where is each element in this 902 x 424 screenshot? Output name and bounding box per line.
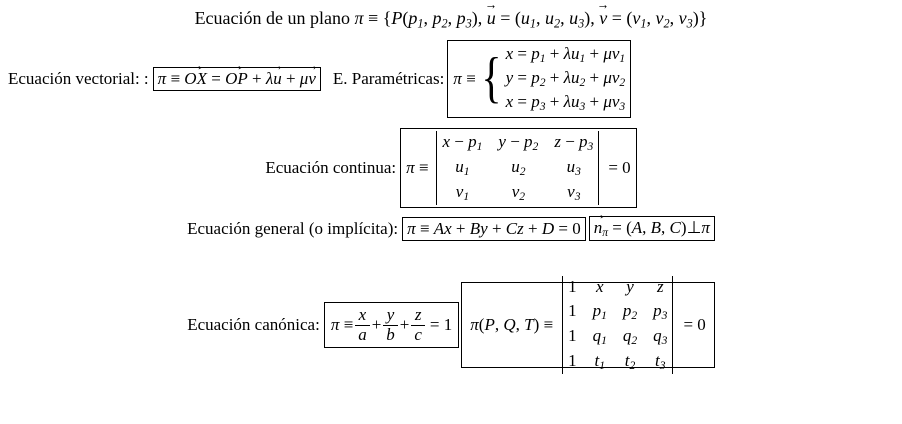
continua-lead: π ≡ <box>406 157 429 177</box>
matrix-cell: $p_3$ <box>653 301 668 323</box>
normal-vector-box <box>589 216 715 241</box>
determinant-left-bar <box>562 276 563 373</box>
matrix-cell: $z - p_3$ <box>554 132 594 154</box>
canonica-result: = 1 <box>429 315 453 334</box>
parametricas-lead: π ≡ <box>453 69 476 89</box>
canonica-lead: π ≡ <box>330 315 354 334</box>
matrix-cell: $u_3$ <box>566 156 581 179</box>
equation-vectorial-box <box>153 67 321 91</box>
fraction-numerator: y <box>386 304 395 324</box>
three-points-result: = 0 <box>683 315 706 334</box>
three-points-lead: π(P, Q, T) ≡ <box>470 315 554 334</box>
matrix-cell: $v_3$ <box>567 181 581 203</box>
label-ecuaciones-parametricas: E. Paramétricas: <box>332 69 445 89</box>
canonica-row <box>0 277 902 373</box>
matrix-cell: $t_3$ <box>655 350 666 373</box>
plane-definition-prefix: Ecuación de un plano <box>194 8 355 28</box>
fraction-denominator: b <box>383 325 398 345</box>
matrix-cell: y <box>626 277 634 297</box>
matrix-cell: x <box>595 277 604 297</box>
label-ecuacion-canonica: Ecuación canónica: <box>187 315 320 334</box>
general-row <box>0 216 902 241</box>
matrix-cell: $q_1$ <box>592 326 607 348</box>
parametrica-row-1: $x = p_1 + \lambda u_1 + \mu v_1$ <box>505 44 626 66</box>
matrix-cell: $x - p_1$ <box>442 132 483 154</box>
normal-vector-text: $n \to_\pi = (A$, B, C)⊥π <box>594 218 710 239</box>
matrix-cell: $q_2$ <box>622 326 638 348</box>
three-points-matrix <box>568 276 667 373</box>
determinant-right-bar <box>672 276 673 373</box>
parametricas-equation-stack <box>506 43 626 115</box>
label-ecuacion-continua: Ecuación continua: <box>265 157 397 177</box>
matrix-cell: $y - p_2$ <box>498 132 539 154</box>
continua-row <box>0 128 902 208</box>
continua-result: = 0 <box>608 157 631 177</box>
matrix-cell: z <box>657 277 664 297</box>
plane-definition-line <box>0 8 902 31</box>
plus-sign-2: + <box>399 315 410 334</box>
equation-vectorial-text: π ≡ OX → = OP → + λu → + μv → <box>158 69 316 89</box>
matrix-cell: 1 <box>568 350 577 370</box>
matrix-cell: $u_1$ <box>455 156 470 179</box>
continua-determinant <box>431 131 604 205</box>
label-ecuacion-vectorial: Ecuación vectorial: : <box>8 69 149 89</box>
matrix-cell: $t_2$ <box>624 350 636 373</box>
matrix-cell: $p_1$ <box>592 301 607 323</box>
fraction-x-a <box>355 306 370 344</box>
parametrica-row-3: $x = p_3 + \lambda u_3 + \mu v_3$ <box>505 92 626 114</box>
label-ecuacion-general: Ecuación general (o implícita): <box>187 218 399 238</box>
plus-sign-1: + <box>371 315 382 334</box>
equation-continua-box <box>400 128 637 208</box>
fraction-denominator: c <box>411 325 425 345</box>
equation-general-text: π ≡ Ax + By + Cz + D = 0 <box>407 218 581 238</box>
parametrica-row-2: $y = p_2 + \lambda u_2 + \mu v_2$ <box>505 68 626 90</box>
matrix-cell: $v_2$ <box>511 181 526 203</box>
matrix-cell: $u_2$ <box>511 156 526 179</box>
determinant-right-bar <box>598 131 599 205</box>
determinant-left-bar <box>436 131 437 205</box>
left-brace-icon: { <box>481 47 502 110</box>
matrix-cell: $t_1$ <box>594 350 605 373</box>
matrix-cell: $v_1$ <box>455 181 470 203</box>
vectorial-parametric-row <box>8 40 894 118</box>
matrix-cell: 1 <box>568 301 577 321</box>
matrix-cell: 1 <box>568 277 577 297</box>
parametricas-brace-group <box>478 43 626 115</box>
three-points-plane-box <box>461 277 715 373</box>
matrix-cell: $q_3$ <box>653 326 668 348</box>
equation-canonica-box <box>324 302 459 348</box>
fraction-numerator: z <box>414 304 422 324</box>
continua-matrix <box>442 131 593 205</box>
equation-parametricas-box <box>447 40 631 118</box>
fraction-denominator: a <box>355 325 370 345</box>
matrix-cell: $p_2$ <box>622 301 638 323</box>
three-points-determinant <box>557 276 678 373</box>
equation-general-box <box>402 217 586 241</box>
plane-definition-text: Ecuación de un plano $\pi \equiv \{P(p_1$, $p_2$, $p_3$), u → = ($u_1$, $u_2$, $u_3$), v → = ($v_1$, $v_2$, $v_3$)} <box>195 8 708 28</box>
fraction-y-b <box>383 306 398 344</box>
fraction-numerator: x <box>358 304 367 324</box>
matrix-cell: 1 <box>568 326 577 346</box>
fraction-z-c <box>411 306 425 344</box>
